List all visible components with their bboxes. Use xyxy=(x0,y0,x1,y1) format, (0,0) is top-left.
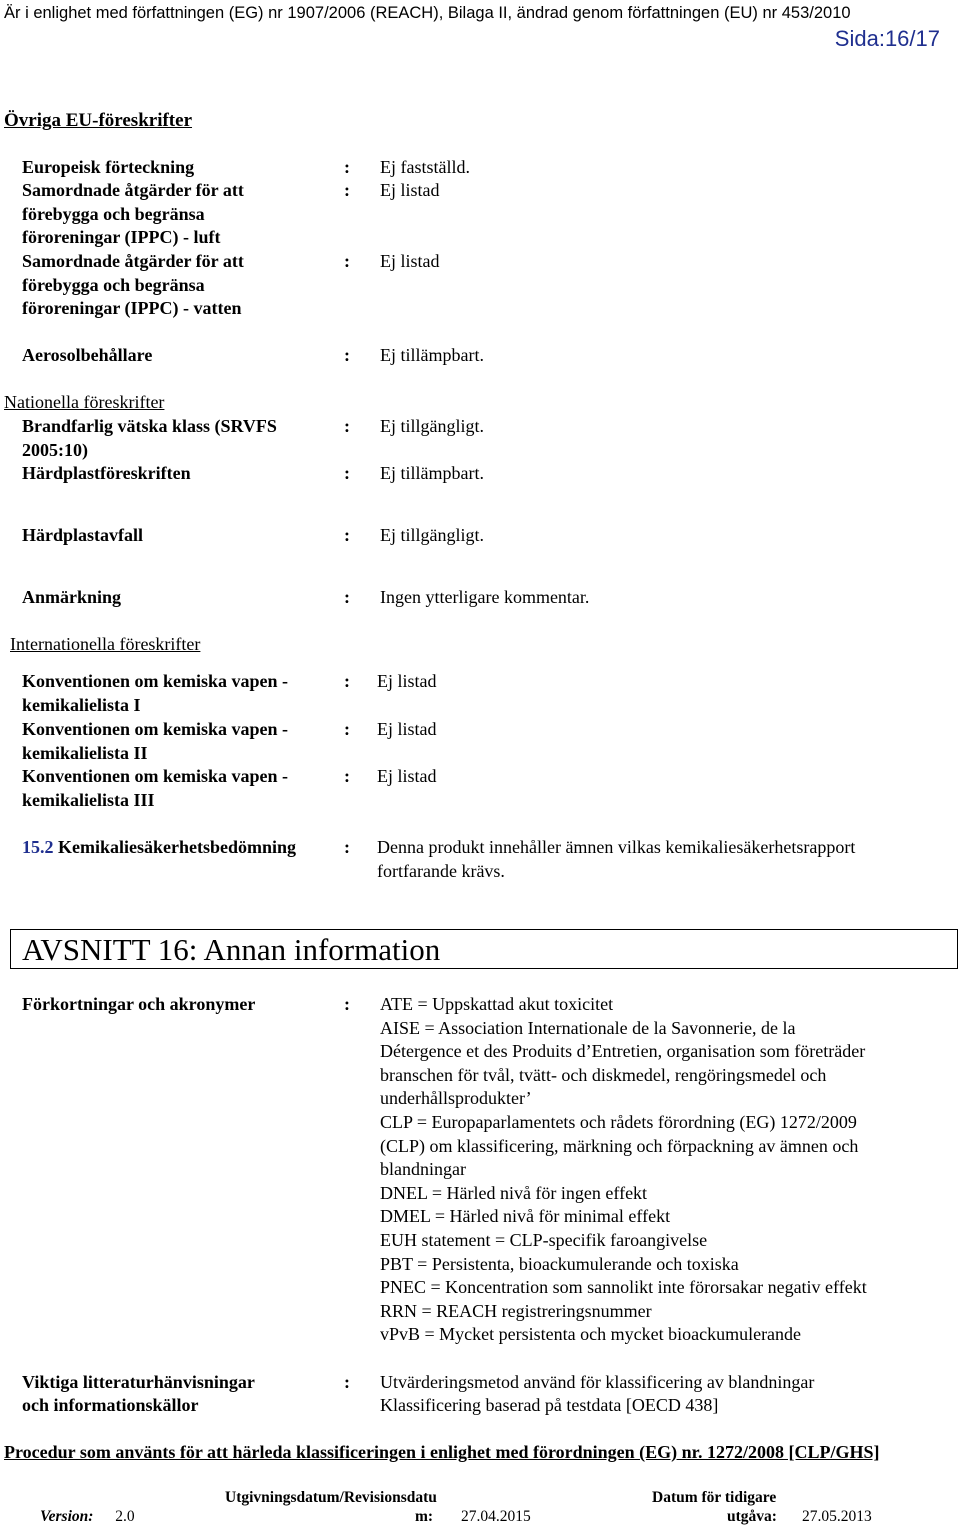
abbrev-line: DMEL = Härled nivå för minimal effekt xyxy=(380,1206,671,1227)
abbrev-line: PNEC = Koncentration som sannolikt inte förorsakar negativ effekt xyxy=(380,1277,867,1298)
national-row-value: Ej tillämpbart. xyxy=(380,463,484,483)
abbrev-line: RRN = REACH registreringsnummer xyxy=(380,1300,652,1321)
colon: : xyxy=(344,719,350,739)
colon: : xyxy=(344,180,350,200)
international-row-value: Ej listad xyxy=(377,719,437,739)
international-row-value: Ej listad xyxy=(377,766,437,786)
colon: : xyxy=(344,837,350,857)
eu-row-label: Samordnade åtgärder för att förebygga och begränsa föroreningar (IPPC) - luft xyxy=(22,180,244,247)
aerosol-label: Aerosolbehållare xyxy=(22,345,153,365)
chem-safety-value: Denna produkt innehåller ämnen vilkas kemikaliesäkerhetsrapport fortfarande krävs. xyxy=(377,837,856,881)
international-row-label: Konventionen om kemiska vapen - kemikalielista II xyxy=(22,719,289,763)
version-value: 2.0 xyxy=(115,1508,135,1525)
abbrev-label: Förkortningar och akronymer xyxy=(22,994,256,1014)
previous-date-value: 27.05.2013 xyxy=(802,1508,872,1525)
literature-value-line-2: Klassificering baserad på testdata [OECD 438] xyxy=(380,1395,719,1415)
previous-date-label-line-1: Datum för tidigare xyxy=(652,1489,777,1506)
previous-date-label-line-2: utgåva: xyxy=(727,1508,777,1525)
national-row-value: Ej tillgängligt. xyxy=(380,525,484,545)
abbrev-line: DNEL = Härled nivå för ingen effekt xyxy=(380,1182,648,1203)
abbrev-line: branschen för tvål, tvätt- och diskmedel, rengöringsmedel och xyxy=(380,1064,827,1085)
procedure-heading: Procedur som använts för att härleda klassificeringen i enlighet med förordningen (EG) nr. 1272/2008 [CLP/GHS] xyxy=(4,1442,880,1462)
colon: : xyxy=(344,766,350,786)
chem-safety-label xyxy=(22,836,296,860)
international-row-value: Ej listad xyxy=(377,671,437,691)
abbrev-line: underhållsprodukter’ xyxy=(380,1088,532,1109)
national-row-label: Brandfarlig vätska klass (SRVFS 2005:10) xyxy=(22,416,277,460)
chem-safety-title: Kemikaliesäkerhetsbedömning xyxy=(58,837,297,857)
document-header: Är i enlighet med författningen (EG) nr 1907/2006 (REACH), Bilaga II, ändrad genom författningen (EU) nr 453/2010 xyxy=(4,4,851,22)
issue-date-value: 27.04.2015 xyxy=(461,1508,531,1525)
abbrev-line: Détergence et des Produits d’Entretien, organisation som företräder xyxy=(380,1041,866,1062)
colon: : xyxy=(344,1372,350,1392)
colon: : xyxy=(344,251,350,271)
colon: : xyxy=(344,671,350,691)
eu-row-label: Samordnade åtgärder för att förebygga och begränsa föroreningar (IPPC) - vatten xyxy=(22,251,244,318)
colon: : xyxy=(344,525,350,545)
abbrev-line: ATE = Uppskattad akut toxicitet xyxy=(380,994,614,1014)
eu-row-value: Ej fastställd. xyxy=(380,157,470,177)
national-row-value: Ej tillgängligt. xyxy=(380,416,484,436)
national-regulations-heading: Nationella föreskrifter xyxy=(4,392,165,412)
version-label: Version: xyxy=(40,1508,94,1525)
abbrev-list xyxy=(380,993,950,1347)
eu-row-value: Ej listad xyxy=(380,180,440,200)
footer-version xyxy=(40,1507,135,1527)
international-row-label: Konventionen om kemiska vapen - kemikalielista I xyxy=(22,671,289,715)
abbrev-line: EUH statement = CLP-specifik faroangivelse xyxy=(380,1229,708,1250)
literature-label-line-2: och informationskällor xyxy=(22,1395,199,1415)
literature-label-line-1: Viktiga litteraturhänvisningar xyxy=(22,1372,255,1392)
section-16-title: AVSNITT 16: Annan information xyxy=(22,932,441,967)
abbrev-line: AISE = Association Internationale de la Savonnerie, de la xyxy=(380,1017,796,1038)
national-row-label: Anmärkning xyxy=(22,587,122,607)
national-row-value: Ingen ytterligare kommentar. xyxy=(380,587,590,607)
literature-value-line-1: Utvärderingsmetod använd för klassificering av blandningar xyxy=(380,1372,815,1392)
colon: : xyxy=(344,345,350,365)
eu-regulations-heading: Övriga EU-föreskrifter xyxy=(4,110,193,131)
colon: : xyxy=(344,587,350,607)
international-regulations-heading: Internationella föreskrifter xyxy=(10,634,201,654)
abbrev-line: (CLP) om klassificering, märkning och förpackning av ämnen och xyxy=(380,1135,859,1156)
chem-safety-number: 15.2 xyxy=(22,837,54,857)
eu-row-label: Europeisk förteckning xyxy=(22,157,195,177)
abbrev-line: blandningar xyxy=(380,1159,466,1180)
issue-date-label-line-1: Utgivningsdatum/Revisionsdatu xyxy=(225,1489,437,1506)
aerosol-value: Ej tillämpbart. xyxy=(380,345,484,365)
colon: : xyxy=(344,157,350,177)
page-number: Sida:16/17 xyxy=(834,26,940,51)
eu-row-value: Ej listad xyxy=(380,251,440,271)
colon: : xyxy=(344,463,350,483)
abbrev-line: vPvB = Mycket persistenta och mycket bioackumulerande xyxy=(380,1324,802,1345)
abbrev-line: PBT = Persistenta, bioackumulerande och toxiska xyxy=(380,1253,739,1274)
national-row-label: Härdplastavfall xyxy=(22,525,144,545)
abbrev-line: CLP = Europaparlamentets och rådets förordning (EG) 1272/2009 xyxy=(380,1111,857,1132)
colon: : xyxy=(344,994,350,1014)
issue-date-label-line-2: m: xyxy=(415,1508,434,1525)
national-row-label: Härdplastföreskriften xyxy=(22,463,191,483)
colon: : xyxy=(344,416,350,436)
international-row-label: Konventionen om kemiska vapen - kemikalielista III xyxy=(22,766,289,810)
